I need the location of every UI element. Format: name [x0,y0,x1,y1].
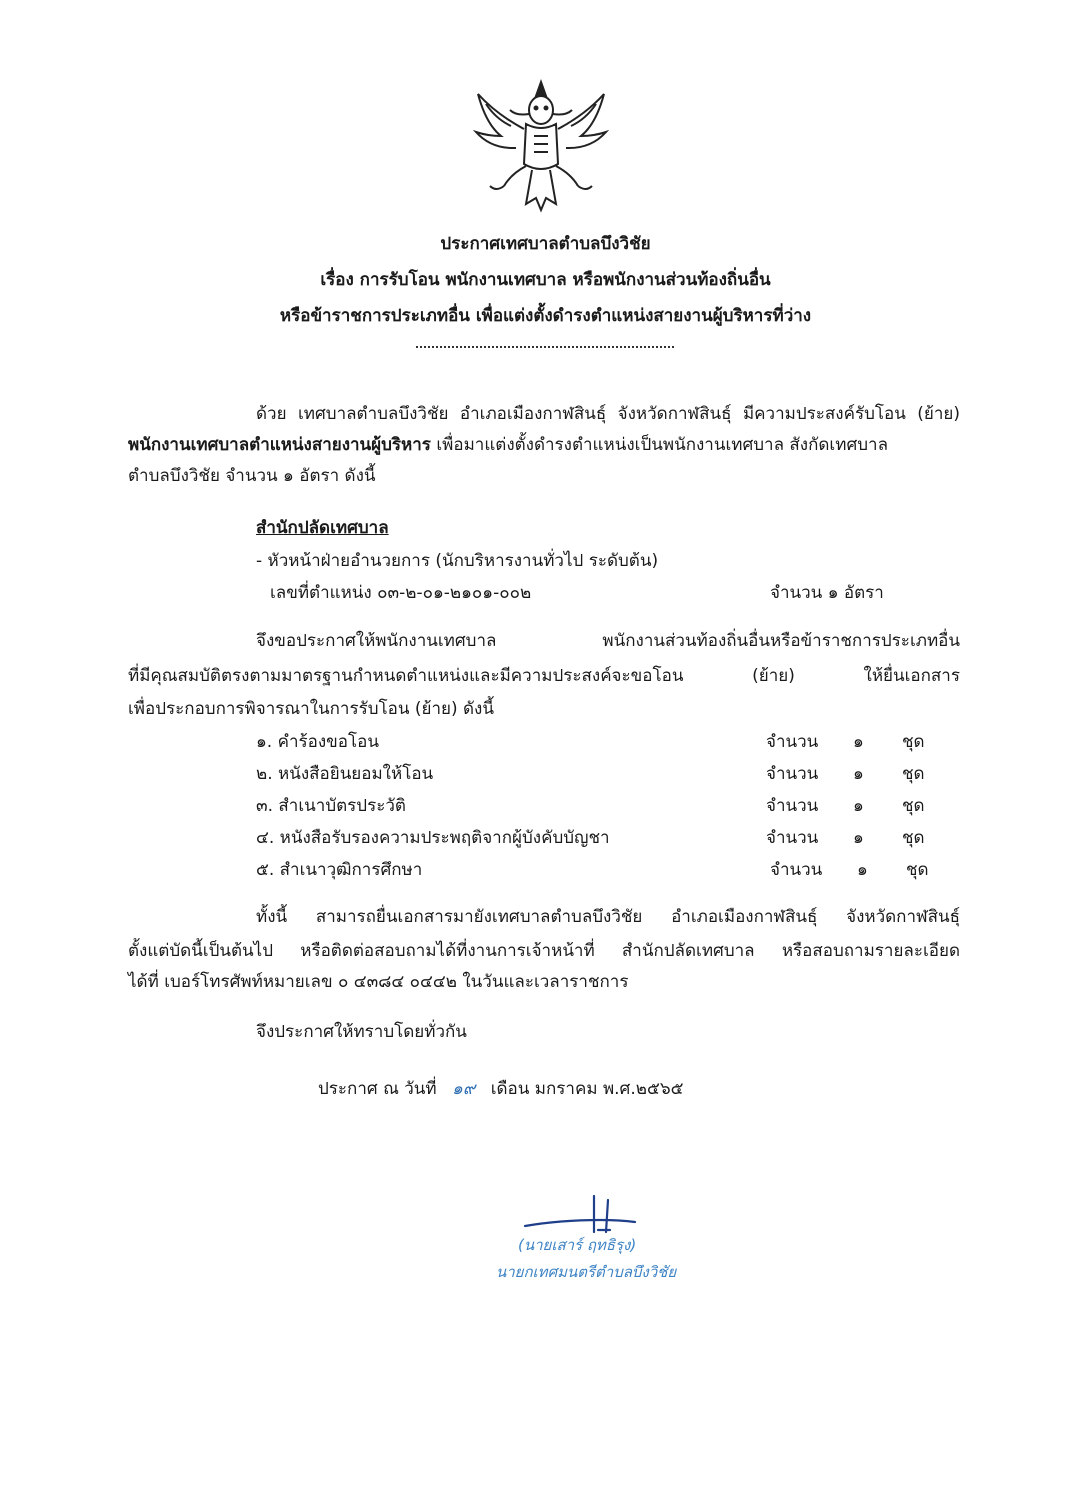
subject-line-1: เรื่อง การรับโอน พนักงานเทศบาล หรือพนักงานส่วนท้องถิ่นอื่น [320,270,771,290]
document-qty: ๑ [857,860,868,880]
contact-line-1: ทั้งนี้ สามารถยื่นเอกสารมายังเทศบาลตำบลบึงวิชัย อำเภอเมืองกาฬสินธุ์ จังหวัดกาฬสินธุ์ [256,907,960,927]
position-number: เลขที่ตำแหน่ง ๐๓-๒-๐๑-๒๑๐๑-๐๐๒ [270,583,532,603]
document-unit: ชุด [902,732,925,752]
document-qty: ๑ [853,796,864,816]
document-qty: ๑ [853,764,864,784]
position-title: - หัวหน้าฝ่ายอำนวยการ (นักบริหารงานทั่วไป ระดับต้น) [256,551,659,571]
document-unit: ชุด [906,860,929,880]
document-qty-label: จำนวน [766,732,819,752]
intro-line-2 [128,433,888,457]
office-heading: สำนักปลัดเทศบาล [256,518,389,538]
document-label: ๔. หนังสือรับรองความประพฤติจากผู้บังคับบัญชา [256,828,610,848]
request-line-2: ที่มีคุณสมบัติตรงตามมาตรฐานกำหนดตำแหน่งและมีความประสงค์จะขอโอน (ย้าย) ให้ยื่นเอกสาร [128,666,960,686]
document-unit: ชุด [902,764,925,784]
document-qty: ๑ [853,828,864,848]
contact-line-2: ตั้งแต่บัดนี้เป็นต้นไป หรือติดต่อสอบถามได้ที่งานการเจ้าหน้าที่ สำนักปลัดเทศบาล หรือสอบถามรายละเอียด [128,941,960,961]
document-label: ๑. คำร้องขอโอน [256,732,379,752]
document-label: ๕. สำเนาวุฒิการศึกษา [256,860,423,880]
document-qty-label: จำนวน [766,764,819,784]
document-unit: ชุด [902,828,925,848]
document-label: ๓. สำเนาบัตรประวัติ [256,796,406,816]
announce-date [318,1077,683,1101]
dotted-divider [416,346,674,348]
document-label: ๒. หนังสือยินยอมให้โอน [256,764,434,784]
document-qty-label: จำนวน [766,828,819,848]
document-qty-label: จำนวน [770,860,823,880]
closing-statement: จึงประกาศให้ทราบโดยทั่วกัน [256,1022,467,1042]
request-line-1: จึงขอประกาศให้พนักงานเทศบาล พนักงานส่วนท้องถิ่นอื่นหรือข้าราชการประเภทอื่น [256,631,960,651]
document-unit: ชุด [902,796,925,816]
announce-day: ๑๙ [452,1079,476,1099]
signer-name: (นายเสาร์ ฤทธิรุง) [518,1236,637,1254]
signer-title: นายกเทศมนตรีตำบลบึงวิชัย [496,1263,677,1281]
document-qty: ๑ [853,732,864,752]
intro-line-2-rest: เพื่อมาแต่งตั้งดำรงตำแหน่งเป็นพนักงานเทศบาล สังกัดเทศบาล [430,435,888,455]
position-count: จำนวน ๑ อัตรา [770,583,884,603]
garuda-emblem-icon [466,74,616,224]
intro-bold-phrase: พนักงานเทศบาลตำแหน่งสายงานผู้บริหาร [128,435,431,455]
contact-line-3: ได้ที่ เบอร์โทรศัพท์หมายเลข ๐ ๔๓๘๔ ๐๔๔๒ ในวันและเวลาราชการ [128,972,629,992]
document-qty-label: จำนวน [766,796,819,816]
signature-mark-icon [520,1190,640,1238]
announce-suffix: เดือน มกราคม พ.ศ.๒๕๖๕ [490,1079,684,1099]
announce-prefix: ประกาศ ณ วันที่ [318,1079,437,1099]
subject-line-2: หรือข้าราชการประเภทอื่น เพื่อแต่งตั้งดำรงตำแหน่งสายงานผู้บริหารที่ว่าง [279,306,812,326]
issuer-title: ประกาศเทศบาลตำบลบึงวิชัย [440,234,651,254]
request-line-3: เพื่อประกอบการพิจารณาในการรับโอน (ย้าย) ดังนี้ [128,699,494,719]
intro-line-1: ด้วย เทศบาลตำบลบึงวิชัย อำเภอเมืองกาฬสินธุ์ จังหวัดกาฬสินธุ์ มีความประสงค์รับโอน (ย้าย) [256,404,960,424]
intro-line-3: ตำบลบึงวิชัย จำนวน ๑ อัตรา ดังนี้ [128,466,376,486]
